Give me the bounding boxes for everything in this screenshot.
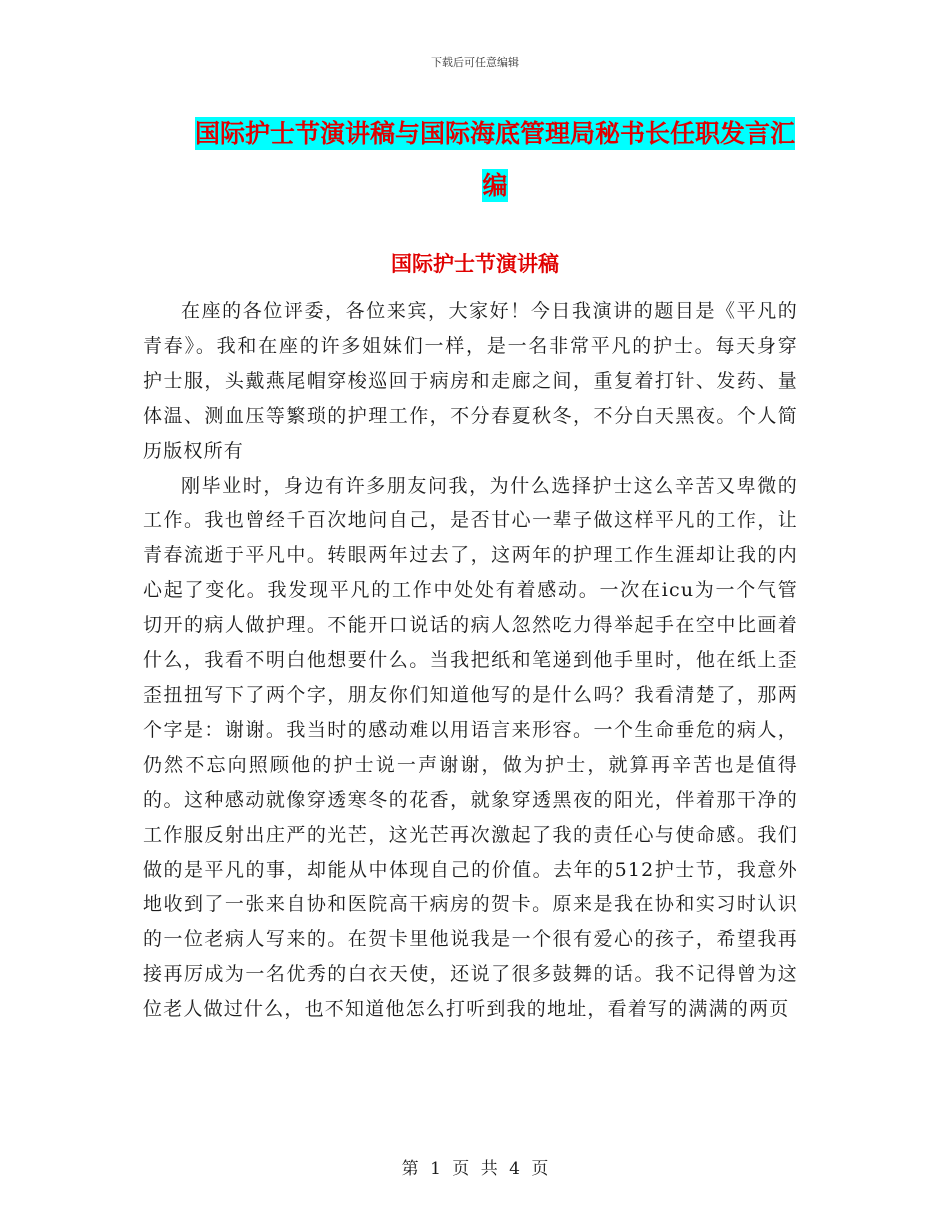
body-text bbox=[143, 294, 798, 1027]
section-title: 国际护士节演讲稿 bbox=[391, 252, 559, 276]
document-title-text: 国际护士节演讲稿与国际海底管理局秘书长任职发言汇编 bbox=[194, 119, 795, 200]
paragraph: 刚毕业时，身边有许多朋友问我，为什么选择护士这么辛苦又卑微的工作。我也曾经千百次地问自己，是否甘心一辈子做这样平凡的工作，让青春流逝于平凡中。转眼两年过去了，这两年的护理工作生涯却让我的内心起了变化。我发现平凡的工作中处处有着感动。一次在icu为一个气管切开的病人做护理。不能开口说话的病人忽然吃力得举起手在空中比画着什么，我看不明白他想要什么。当我把纸和笔递到他手里时，他在纸上歪歪扭扭写下了两个字，朋友你们知道他写的是什么吗？我看清楚了，那两个字是：谢谢。我当时的感动难以用语言来形容。一个生命垂危的病人，仍然不忘向照顾他的护士说一声谢谢，做为护士，就算再辛苦也是值得的。这种感动就像穿透寒冬的花香，就象穿透黑夜的阳光，伴着那干净的工作服反射出庄严的光芒，这光芒再次激起了我的责任心与使命感。我们做的是平凡的事，却能从中体现自己的价值。去年的512护士节，我意外地收到了一张来自协和医院高干病房的贺卡。原来是我在协和实习时认识的一位老病人写来的。在贺卡里他说我是一个很有爱心的孩子，希望我再接再厉成为一名优秀的白衣天使，还说了很多鼓舞的话。我不记得曾为这位老人做过什么，也不知道他怎么打听到我的地址，看着写的满满的两页 bbox=[143, 474, 798, 1021]
paragraph: 在座的各位评委，各位来宾，大家好！今日我演讲的题目是《平凡的青春》。我和在座的许多姐妹们一样，是一名非常平凡的护士。每天身穿护士服，头戴燕尾帽穿梭巡回于病房和走廊之间，重复着打针、发药、量体温、测血压等繁琐的护理工作，不分春夏秋冬，不分白天黑夜。个人简历版权所有 bbox=[143, 300, 798, 462]
page-header-note: 下载后可任意编辑 bbox=[431, 56, 519, 69]
document-title bbox=[190, 108, 800, 212]
page-number: 第 1 页 共 4 页 bbox=[401, 1159, 549, 1179]
